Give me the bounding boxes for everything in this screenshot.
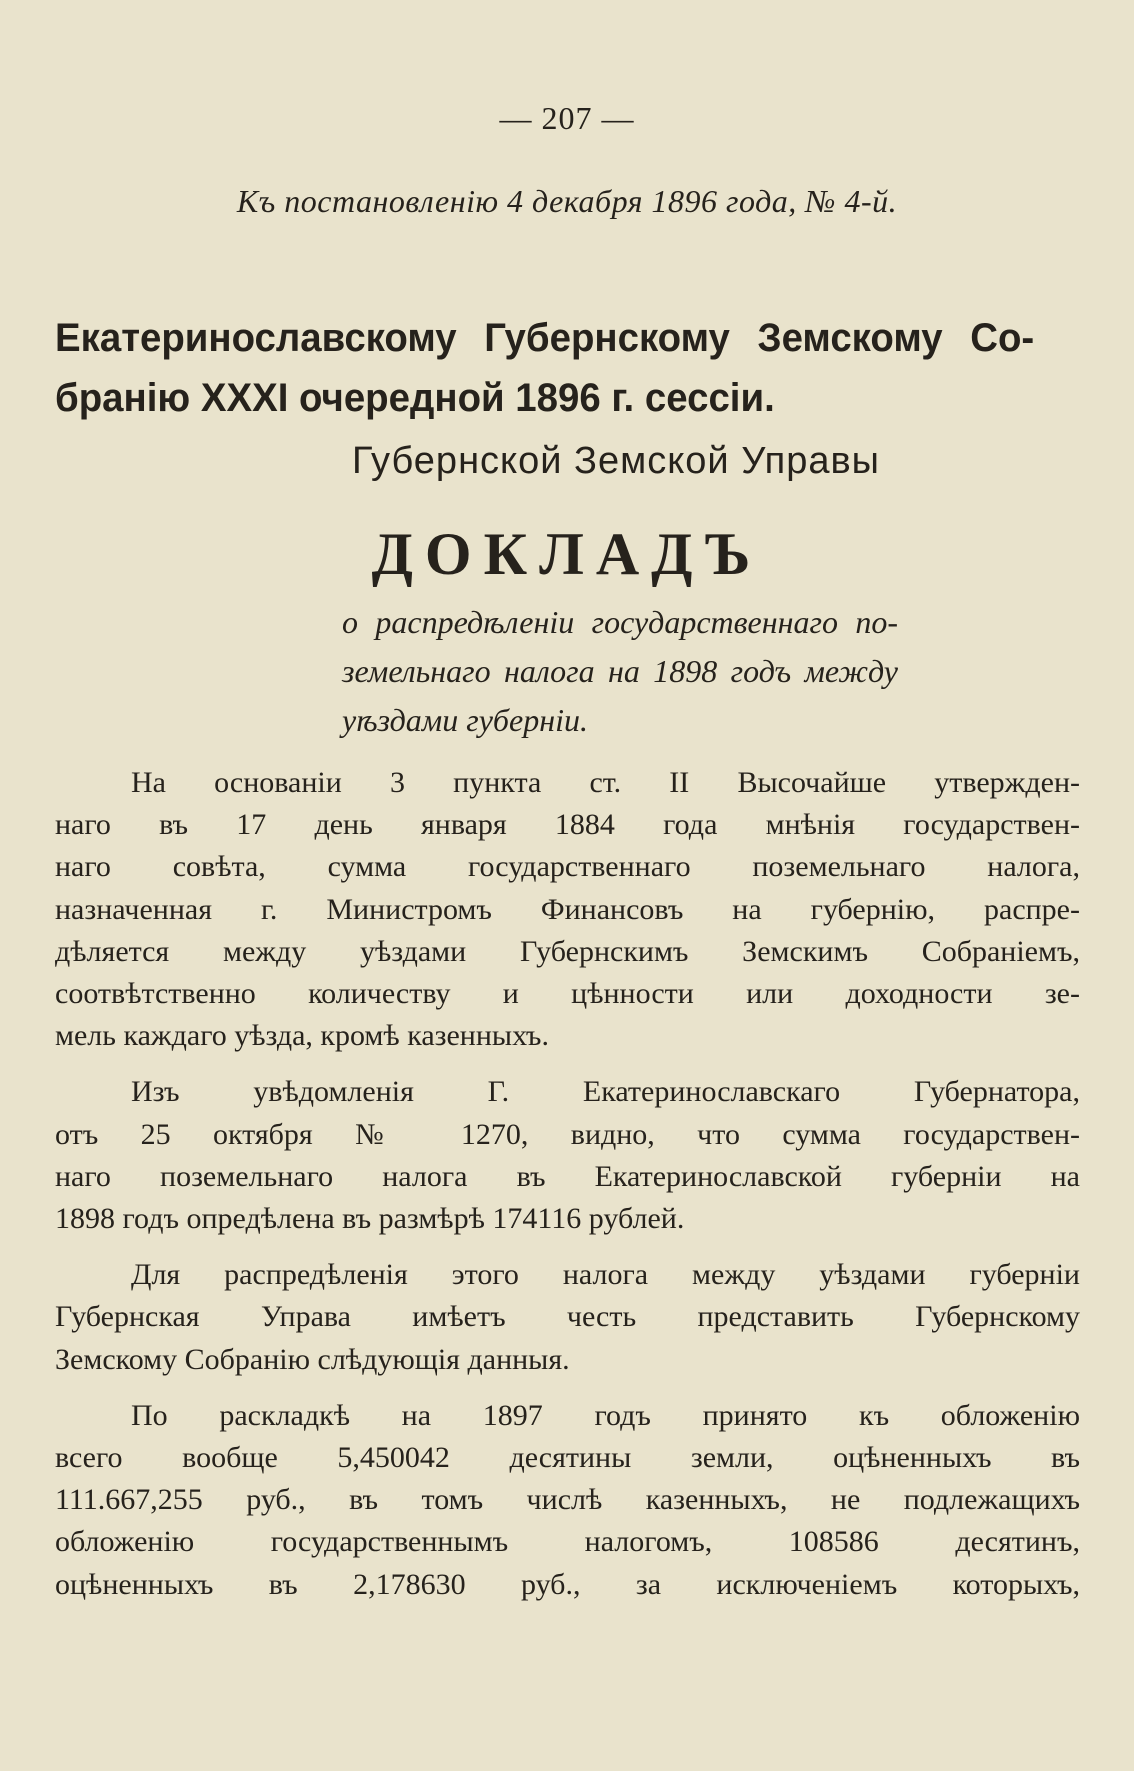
- document-heading: [55, 308, 1034, 428]
- text-line: дѣляется между уѣздами Губернскимъ Земскимъ Собраніемъ,: [55, 934, 1080, 968]
- resolution-reference: Къ постановленію 4 декабря 1896 года, № 4-й.: [236, 183, 898, 219]
- subject-line-2: земельнаго налога на 1898 годъ между: [342, 653, 898, 689]
- paragraph-4: [55, 1395, 1080, 1606]
- text-line: наго поземельнаго налога въ Екатеринославской губерніи на: [55, 1159, 1080, 1193]
- body-text: [55, 762, 1080, 1606]
- text-line: 111.667,255 руб., въ томъ числѣ казенныхъ, не подлежащихъ: [55, 1483, 1080, 1517]
- text-line: отъ 25 октября № 1270, видно, что сумма государствен-: [55, 1117, 1080, 1151]
- text-line: Губернская Управа имѣетъ честь представить Губернскому: [55, 1300, 1080, 1334]
- text-line: Для распредѣленія этого налога между уѣздами губерніи: [131, 1258, 1080, 1292]
- subject-line-3: уѣздами губерніи.: [342, 702, 588, 738]
- document-type-title: ДОКЛАДЪ: [371, 521, 763, 587]
- text-line: соотвѣтственно количеству и цѣнности или доходности зе-: [55, 977, 1080, 1011]
- text-line: всего вообще 5,450042 десятины земли, оцѣненныхъ въ: [55, 1441, 1080, 1475]
- heading-line-2: бранію XXXI очередной 1896 г. сессіи.: [55, 376, 775, 420]
- heading-line-1: Екатеринославскому Губернскому Земскому Со-: [55, 316, 1035, 360]
- issuing-authority: Губернской Земской Управы: [352, 440, 880, 482]
- text-line: обложенію государственнымъ налогомъ, 108586 десятинъ,: [55, 1525, 1080, 1559]
- paragraph-1: [55, 762, 1080, 1057]
- text-line: наго совѣта, сумма государственнаго поземельнаго налога,: [55, 850, 1080, 884]
- page-number: — 207 —: [499, 100, 635, 136]
- text-line: На основаніи 3 пункта ст. II Высочайше утвержден-: [131, 766, 1080, 799]
- text-line: назначенная г. Министромъ Финансовъ на губернію, распре-: [55, 892, 1080, 926]
- paragraph-3: [55, 1254, 1080, 1381]
- text-line: 1898 годъ опредѣлена въ размѣрѣ 174116 рублей.: [55, 1202, 685, 1236]
- text-line: Изъ увѣдомленія Г. Екатеринославскаго Губернатора,: [131, 1075, 1080, 1109]
- report-subject: [342, 598, 898, 745]
- text-line: оцѣненныхъ въ 2,178630 руб., за исключеніемъ которыхъ,: [55, 1567, 1080, 1601]
- subject-line-1: о распредѣленіи государственнаго по-: [342, 604, 898, 640]
- text-line: Земскому Собранію слѣдующія данныя.: [55, 1342, 570, 1376]
- text-line: наго въ 17 день января 1884 года мнѣнія государствен-: [55, 808, 1080, 842]
- paragraph-2: [55, 1071, 1080, 1240]
- text-line: мель каждаго уѣзда, кромѣ казенныхъ.: [55, 1019, 549, 1053]
- text-line: По раскладкѣ на 1897 годъ принято къ обложенію: [131, 1398, 1080, 1432]
